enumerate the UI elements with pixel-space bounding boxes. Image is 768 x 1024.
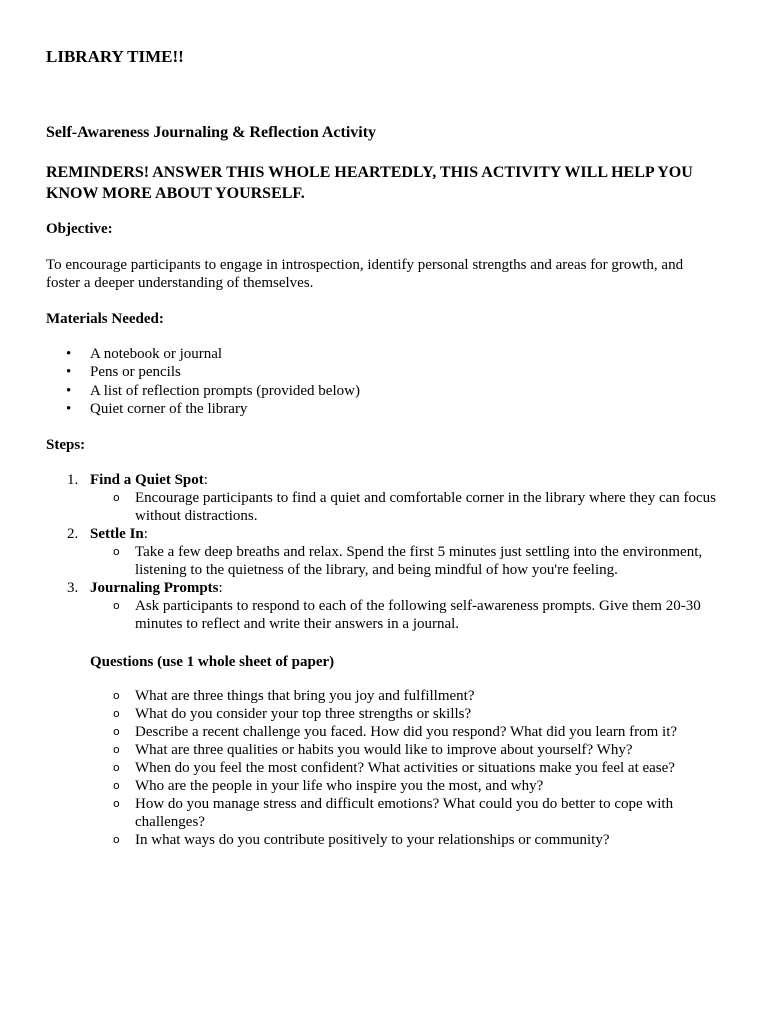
circle-bullet-icon: o xyxy=(113,833,120,846)
list-item: o Ask participants to respond to each of the following self-awareness prompts. Give them 20-30 minutes to reflect and write their answers in a journal. xyxy=(113,598,701,632)
reminder-notice: REMINDERS! ANSWER THIS WHOLE HEARTEDLY, THIS ACTIVITY WILL HELP YOU KNOW MORE ABOUT YOURSELF. xyxy=(46,164,693,202)
list-item: • Pens or pencils xyxy=(66,364,181,381)
bullet-icon: • xyxy=(66,346,72,362)
step-item: 1. Find a Quiet Spot: o Encourage participants to find a quiet and comfortable corner in the library where they can focus without distractions. xyxy=(46,471,726,525)
step-title: Journaling Prompts xyxy=(90,580,219,596)
list-item: • Quiet corner of the library xyxy=(66,400,248,417)
circle-bullet-icon: o xyxy=(113,707,120,720)
bullet-icon: • xyxy=(66,364,72,381)
step-number: 2. xyxy=(67,526,79,542)
list-item: • A notebook or journal xyxy=(66,346,223,362)
materials-list xyxy=(46,345,360,418)
circle-bullet-icon: o xyxy=(113,761,120,774)
step-detail-list xyxy=(90,543,726,579)
steps-list xyxy=(46,471,726,633)
objective-heading: Objective: xyxy=(46,221,113,237)
step-detail-list xyxy=(90,489,726,525)
list-item: o What do you consider your top three strengths or skills? xyxy=(113,706,472,722)
list-item: o What are three qualities or habits you would like to improve about yourself? Why? xyxy=(113,742,633,758)
steps-heading: Steps: xyxy=(46,437,86,453)
step-title: Find a Quiet Spot xyxy=(90,472,204,488)
circle-bullet-icon: o xyxy=(113,725,120,738)
list-item: o Take a few deep breaths and relax. Spend the first 5 minutes just settling into the environment, listening to the quietness of the library, and being mindful of how you're feeling. xyxy=(113,544,703,578)
list-item: o Describe a recent challenge you faced. How did you respond? What did you learn from it? xyxy=(113,724,678,740)
list-item: o How do you manage stress and difficult emotions? What could you do better to cope with challenges? xyxy=(113,796,674,830)
step-detail-list xyxy=(90,597,726,633)
activity-title: Self-Awareness Journaling & Reflection Activity xyxy=(46,124,377,141)
document-title: LIBRARY TIME!! xyxy=(46,47,184,66)
circle-bullet-icon: o xyxy=(113,599,120,612)
list-item: • A list of reflection prompts (provided below) xyxy=(66,382,360,399)
bullet-icon: • xyxy=(66,400,72,417)
bullet-icon: • xyxy=(66,382,72,399)
list-item: o What are three things that bring you joy and fulfillment? xyxy=(113,688,475,704)
circle-bullet-icon: o xyxy=(113,743,120,756)
list-item: o Encourage participants to find a quiet and comfortable corner in the library where they can focus without distractions. xyxy=(113,490,717,524)
circle-bullet-icon: o xyxy=(113,779,120,792)
circle-bullet-icon: o xyxy=(113,797,120,810)
list-item: o In what ways do you contribute positively to your relationships or community? xyxy=(113,832,610,848)
circle-bullet-icon: o xyxy=(113,491,120,504)
step-number: 3. xyxy=(67,580,79,596)
circle-bullet-icon: o xyxy=(113,545,120,558)
step-item: 2. Settle In: o Take a few deep breaths and relax. Spend the first 5 minutes just settling into the environment, listening to the quietness of the library, and being mindful of how you're feeling. xyxy=(46,525,726,579)
questions-heading: Questions (use 1 whole sheet of paper) xyxy=(90,654,335,670)
materials-heading: Materials Needed: xyxy=(46,311,164,327)
list-item: o When do you feel the most confident? What activities or situations make you feel at ease? xyxy=(113,760,675,776)
step-title: Settle In xyxy=(90,526,144,542)
step-item: 3. Journaling Prompts: o Ask participants to respond to each of the following self-awareness prompts. Give them 20-30 minutes to reflect and write their answers in a journal. xyxy=(46,579,726,633)
step-number: 1. xyxy=(67,472,79,488)
list-item: o Who are the people in your life who inspire you the most, and why? xyxy=(113,778,544,794)
questions-list xyxy=(90,687,730,849)
circle-bullet-icon: o xyxy=(113,689,120,702)
objective-text: To encourage participants to engage in introspection, identify personal strengths and areas for growth, and foster a deeper understanding of themselves. xyxy=(46,257,684,291)
